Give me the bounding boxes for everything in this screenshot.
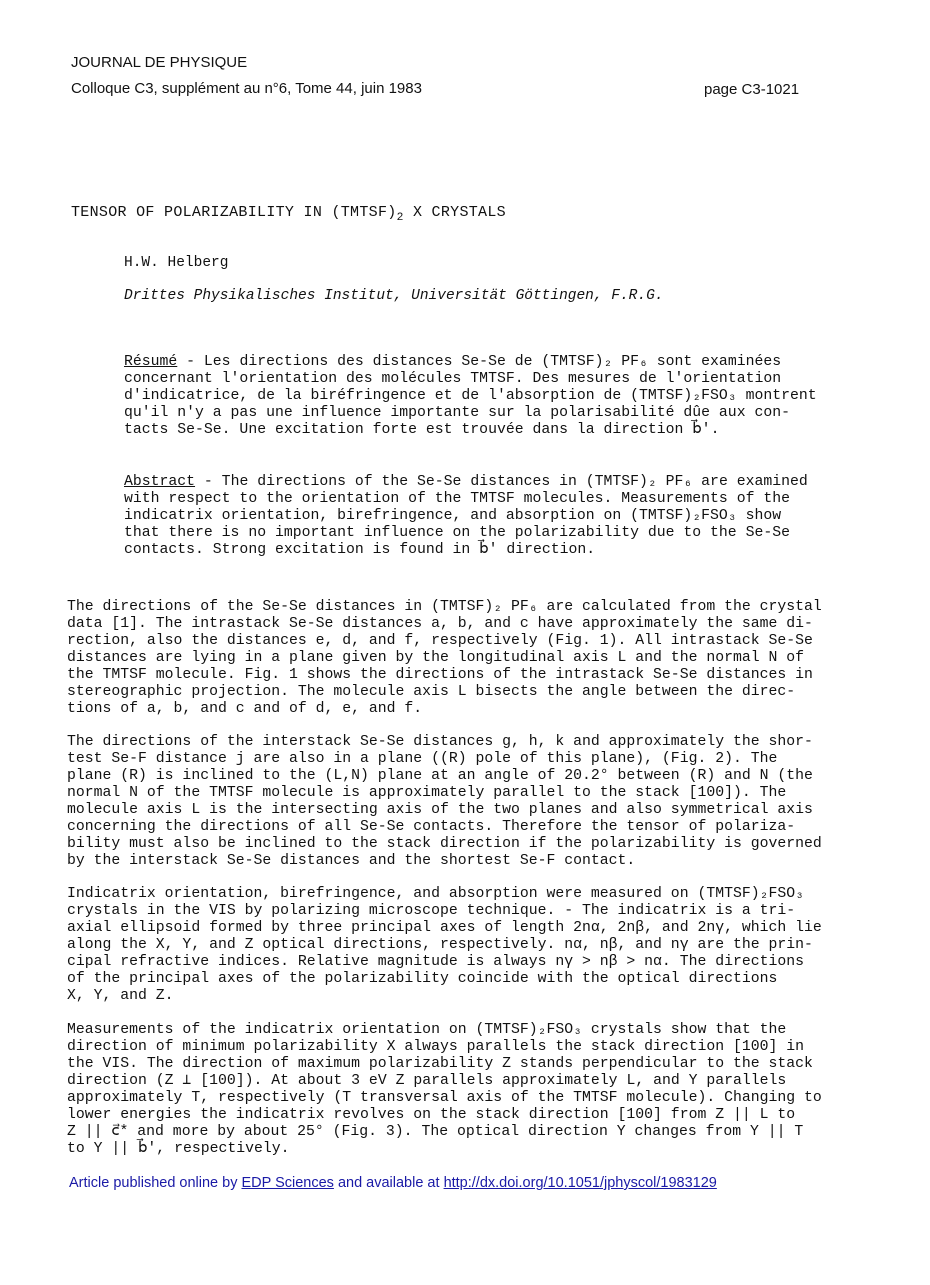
text-line: crystals in the VIS by polarizing microscope technique. - The indicatrix is a tri- bbox=[67, 903, 796, 919]
abstract-line: indicatrix orientation, birefringence, and absorption on (TMTSF)₂FSO₃ show bbox=[124, 508, 782, 524]
text-line: test Se-F distance j are also in a plane ((R) pole of this plane), (Fig. 2). The bbox=[67, 751, 778, 767]
title-prefix: TENSOR OF POLARIZABILITY IN (TMTSF) bbox=[71, 204, 397, 221]
text-line: by the interstack Se-Se distances and the shortest Se-F contact. bbox=[67, 853, 636, 869]
abstract-line: with respect to the orientation of the TMTSF molecules. Measurements of the bbox=[124, 491, 790, 507]
text-line: distances are lying in a plane given by the longitudinal axis L and the normal N of bbox=[67, 650, 805, 666]
resume-label: Résumé bbox=[124, 354, 178, 370]
publisher-link[interactable]: EDP Sciences bbox=[241, 1175, 334, 1191]
resume-line: - Les directions des distances Se-Se de (TMTSF)₂ PF₆ sont examinées bbox=[177, 354, 782, 370]
resume-line: concernant l'orientation des molécules TMTSF. Des mesures de l'orientation bbox=[124, 371, 782, 387]
body-paragraph-4 bbox=[67, 1022, 822, 1158]
text-line: The directions of the Se-Se distances in (TMTSF)₂ PF₆ are calculated from the crystal bbox=[67, 599, 822, 615]
resume-line: d'indicatrice, de la biréfringence et de l'absorption de (TMTSF)₂FSO₃ montrent bbox=[124, 388, 817, 404]
text-line: the TMTSF molecule. Fig. 1 shows the directions of the intrastack Se-Se distances in bbox=[67, 667, 813, 683]
publication-footer bbox=[69, 1175, 717, 1191]
resume-block bbox=[124, 354, 817, 439]
issue-info: Colloque C3, supplément au n°6, Tome 44, juin 1983 bbox=[71, 80, 422, 97]
text-line: bility must also be inclined to the stack direction if the polarizability is governed bbox=[67, 836, 822, 852]
article-title bbox=[71, 204, 506, 224]
text-line: plane (R) is inclined to the (L,N) plane at an angle of 20.2° between (R) and N (the bbox=[67, 768, 813, 784]
text-line: axial ellipsoid formed by three principal axes of length 2nα, 2nβ, and 2nγ, which lie bbox=[67, 920, 822, 936]
body-paragraph-3 bbox=[67, 886, 822, 1005]
text-line: normal N of the TMTSF molecule is approximately parallel to the stack [100]). The bbox=[67, 785, 787, 801]
text-line: concerning the directions of all Se-Se contacts. Therefore the tensor of polariza- bbox=[67, 819, 796, 835]
abstract-line: that there is no important influence on the polarizability due to the Se-Se bbox=[124, 525, 790, 541]
abstract-line: - The directions of the Se-Se distances in (TMTSF)₂ PF₆ are examined bbox=[195, 474, 808, 490]
journal-name: JOURNAL DE PHYSIQUE bbox=[71, 54, 248, 71]
text-line: along the X, Y, and Z optical directions, respectively. nα, nβ, and nγ are the prin- bbox=[67, 937, 813, 953]
text-line: stereographic projection. The molecule axis L bisects the angle between the direc- bbox=[67, 684, 796, 700]
footer-middle: and available at bbox=[333, 1175, 444, 1191]
resume-line: qu'il n'y a pas une influence importante sur la polarisabilité dûe aux con- bbox=[124, 405, 790, 421]
text-line: to Y || b⃗', respectively. bbox=[67, 1141, 290, 1157]
text-line: of the principal axes of the polarizability coincide with the optical directions bbox=[67, 971, 778, 987]
affiliation: Drittes Physikalisches Institut, Universität Göttingen, F.R.G. bbox=[124, 288, 664, 304]
title-suffix: X CRYSTALS bbox=[412, 204, 506, 221]
text-line: lower energies the indicatrix revolves on the stack direction [100] from Z || L to bbox=[67, 1107, 796, 1123]
text-line: approximately T, respectively (T transversal axis of the TMTSF molecule). Changing to bbox=[67, 1090, 822, 1106]
text-line: data [1]. The intrastack Se-Se distances a, b, and c have approximately the same di- bbox=[67, 616, 813, 632]
doi-link[interactable]: http://dx.doi.org/10.1051/jphyscol/1983129 bbox=[443, 1175, 717, 1191]
body-paragraph-1 bbox=[67, 599, 822, 718]
text-line: cipal refractive indices. Relative magnitude is always nγ > nβ > nα. The directions bbox=[67, 954, 805, 970]
title-subscript: 2 bbox=[396, 212, 404, 224]
text-line: Measurements of the indicatrix orientation on (TMTSF)₂FSO₃ crystals show that the bbox=[67, 1022, 787, 1038]
abstract-line: contacts. Strong excitation is found in b⃗' direction. bbox=[124, 542, 596, 558]
text-line: tions of a, b, and c and of d, e, and f. bbox=[67, 701, 423, 717]
text-line: rection, also the distances e, d, and f, respectively (Fig. 1). All intrastack Se-Se bbox=[67, 633, 813, 649]
footer-prefix: Article published online by bbox=[69, 1175, 242, 1191]
text-line: molecule axis L is the intersecting axis of the two planes and also symmetrical axis bbox=[67, 802, 813, 818]
text-line: direction of minimum polarizability X always parallels the stack direction [100] in bbox=[67, 1039, 805, 1055]
body-paragraph-2 bbox=[67, 734, 822, 870]
text-line: Indicatrix orientation, birefringence, and absorption were measured on (TMTSF)₂FSO₃ bbox=[67, 886, 805, 902]
author: H.W. Helberg bbox=[124, 255, 229, 271]
text-line: X, Y, and Z. bbox=[67, 988, 174, 1004]
resume-line: tacts Se-Se. Une excitation forte est trouvée dans la direction b⃗'. bbox=[124, 422, 720, 438]
abstract-block bbox=[124, 474, 808, 559]
text-line: the VIS. The direction of maximum polarizability Z stands perpendicular to the stack bbox=[67, 1056, 813, 1072]
text-line: direction (Z ⊥ [100]). At about 3 eV Z parallels approximately L, and Y parallels bbox=[67, 1073, 787, 1089]
page-number: page C3-1021 bbox=[704, 81, 800, 98]
text-line: The directions of the interstack Se-Se distances g, h, k and approximately the shor- bbox=[67, 734, 813, 750]
abstract-label: Abstract bbox=[124, 474, 196, 490]
text-line: Z || c⃗* and more by about 25° (Fig. 3). The optical direction Y changes from Y || T bbox=[67, 1124, 804, 1140]
